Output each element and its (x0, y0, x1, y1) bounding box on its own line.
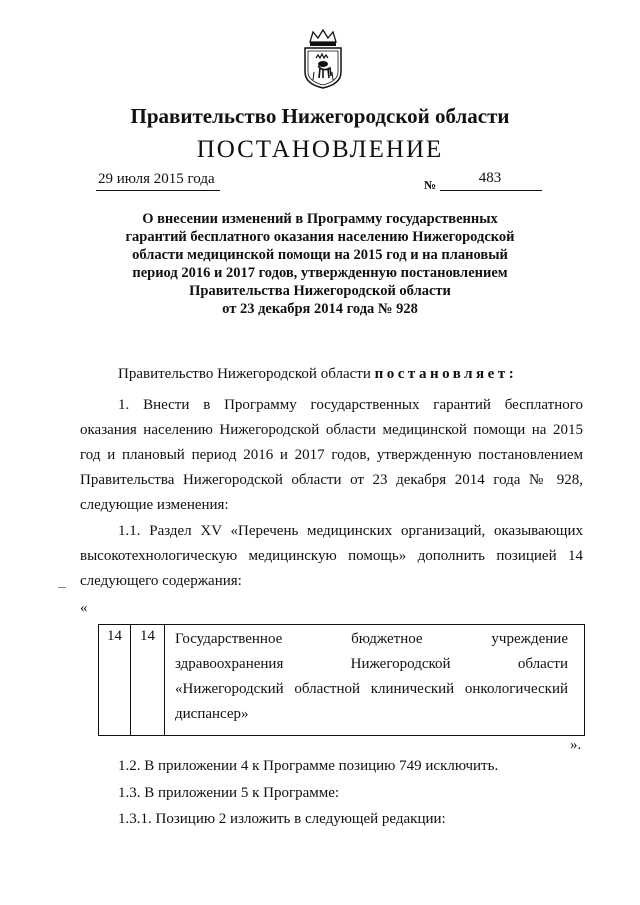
preamble-text: Правительство Нижегородской области (118, 366, 375, 382)
position-table (98, 624, 585, 736)
document-date: 29 июля 2015 года (98, 171, 215, 187)
cell-line: здравоохранения Нижегородской области (175, 656, 568, 672)
item-1-1-paragraph (80, 519, 583, 594)
preamble-emphasis: постановляет: (374, 366, 518, 382)
quote-open: « (80, 600, 88, 616)
title-line: от 23 декабря 2014 года № 928 (222, 301, 418, 317)
item-1-3-1: 1.3.1. Позицию 2 изложить в следующей редакции: (118, 811, 446, 827)
paragraph-line: высокотехнологическую медицинскую помощь» дополнить позицией 14 (80, 548, 583, 564)
table-row (99, 625, 585, 736)
organization-title: Правительство Нижегородской области (130, 104, 510, 128)
item-1-2: 1.2. В приложении 4 к Программе позицию 749 исключить. (118, 758, 499, 774)
paragraph-line: 1. Внести в Программу государственных гарантий бесплатного (118, 397, 583, 413)
number-sign: № (424, 178, 437, 192)
paragraph-line: следующего содержания: (80, 573, 242, 589)
paragraph-line: следующие изменения: (80, 497, 229, 513)
number-underline (440, 190, 542, 191)
title-line: гарантий бесплатного оказания населению Нижегородской (125, 229, 515, 245)
date-underline (96, 190, 220, 191)
table-cell-position: 14 (131, 625, 165, 736)
paragraph-line: год и плановый период 2016 и 2017 годов, утвержденную постановлением (80, 447, 583, 463)
table-cell-organization (165, 625, 585, 736)
paragraph-line: Правительства Нижегородской области от 23 декабря 2014 года № 928, (80, 472, 583, 488)
item-1-3: 1.3. В приложении 5 к Программе: (118, 785, 340, 801)
quote-close: ». (570, 737, 582, 753)
title-line: Правительства Нижегородской области (189, 283, 451, 299)
paragraph-line: оказания населению Нижегородской области медицинской помощи на 2015 (80, 422, 583, 438)
title-line: О внесении изменений в Программу государственных (142, 211, 498, 227)
cell-line: Государственное бюджетное учреждение (175, 631, 568, 647)
title-line: области медицинской помощи на 2015 год и на плановый (132, 247, 508, 263)
document-title (100, 210, 540, 318)
item-1-paragraph (80, 393, 583, 518)
title-line: период 2016 и 2017 годов, утвержденную постановлением (132, 265, 508, 281)
cell-line: «Нижегородский областной клинический онкологический (175, 681, 568, 697)
coat-of-arms-icon (298, 28, 348, 90)
cell-line: диспансер» (175, 706, 249, 722)
table-cell-number: 14 (99, 625, 131, 736)
preamble (118, 366, 517, 383)
document-number: 483 (478, 170, 502, 186)
paragraph-line: 1.1. Раздел XV «Перечень медицинских организаций, оказывающих (118, 523, 583, 539)
document-type: ПОСТАНОВЛЕНИЕ (196, 136, 444, 163)
margin-mark (58, 587, 66, 588)
